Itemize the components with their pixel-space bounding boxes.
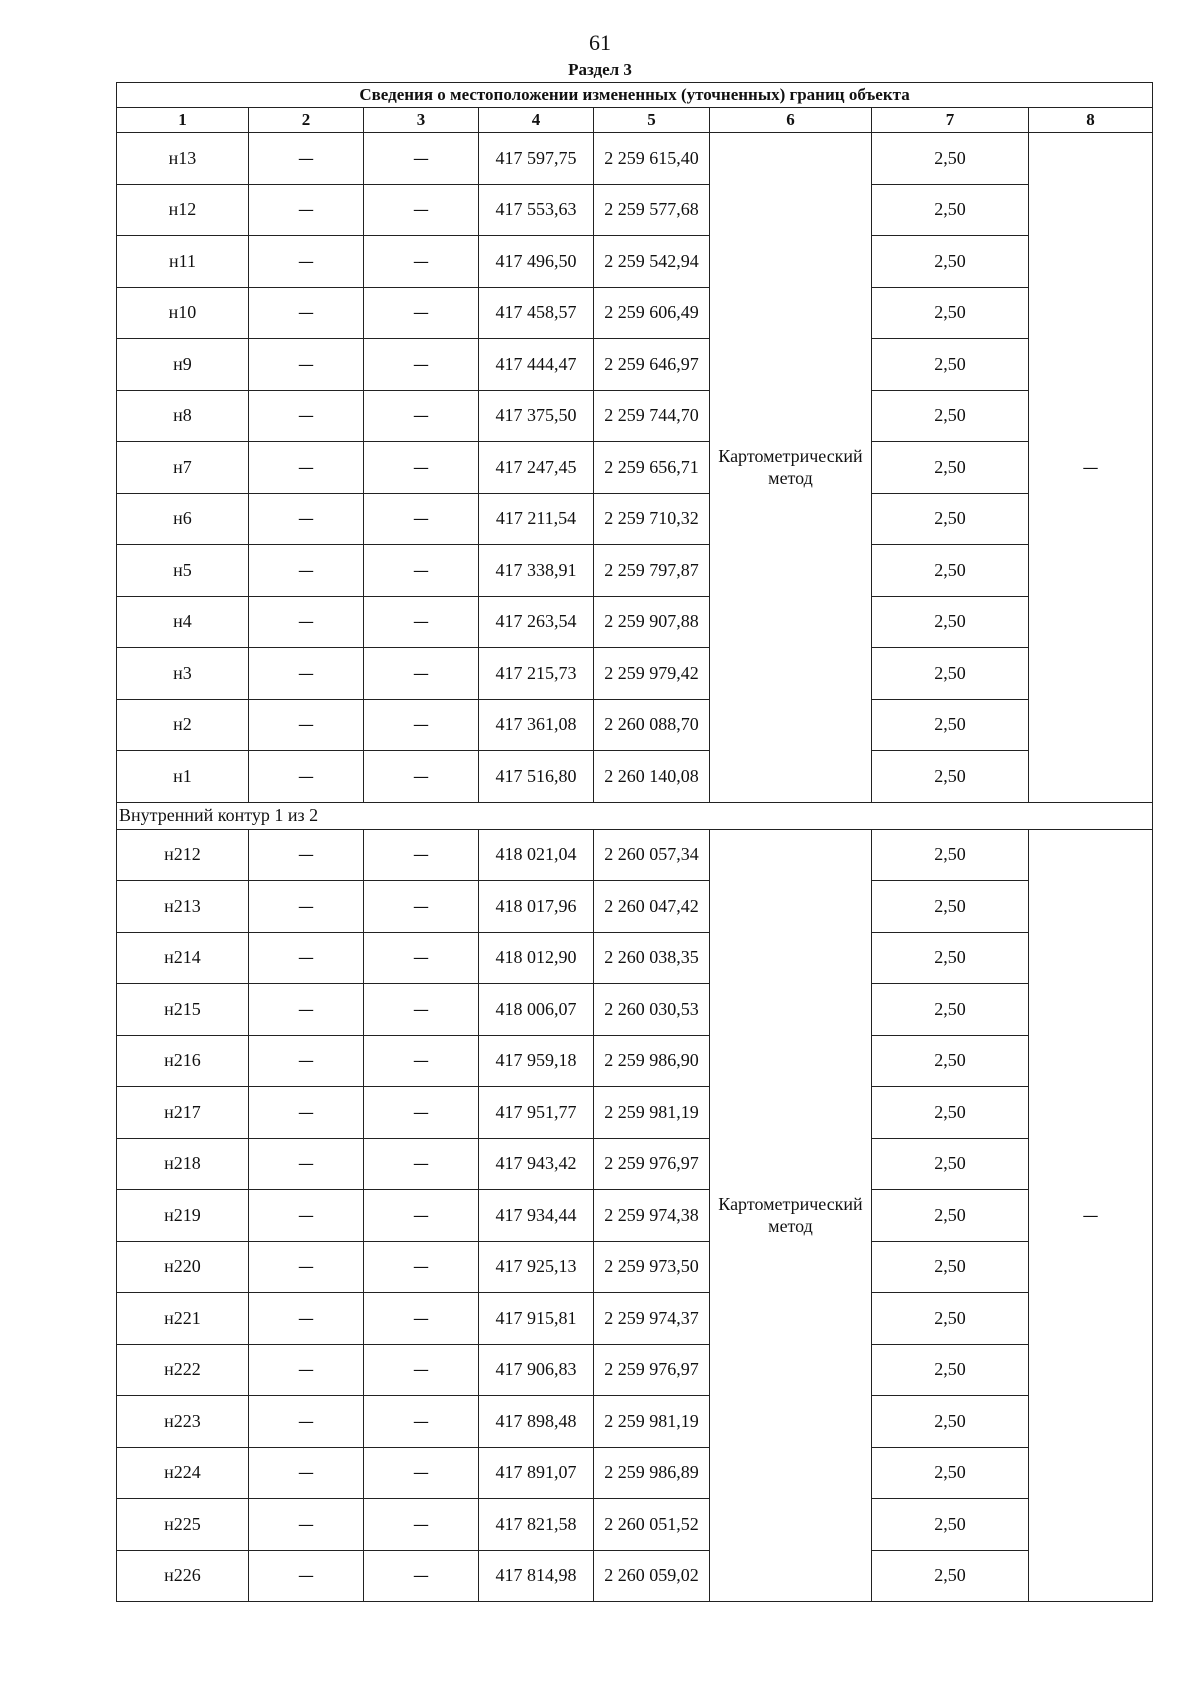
x-coordinate-cell: 417 925,13 [479, 1241, 594, 1293]
x-coordinate-cell: 417 215,73 [479, 648, 594, 700]
point-name-cell: н11 [117, 236, 249, 288]
accuracy-cell: 2,50 [872, 442, 1029, 494]
col8-cell: — [1029, 829, 1153, 1602]
x-coordinate-cell: 417 959,18 [479, 1035, 594, 1087]
col2-cell: — [249, 1087, 364, 1139]
y-coordinate-cell: 2 260 051,52 [594, 1499, 710, 1551]
col3-cell: — [364, 442, 479, 494]
point-name-cell: н6 [117, 493, 249, 545]
accuracy-cell: 2,50 [872, 1550, 1029, 1602]
x-coordinate-cell: 417 516,80 [479, 751, 594, 803]
point-name-cell: н221 [117, 1293, 249, 1345]
point-name-cell: н222 [117, 1344, 249, 1396]
col2-cell: — [249, 442, 364, 494]
accuracy-cell: 2,50 [872, 1344, 1029, 1396]
col3-cell: — [364, 596, 479, 648]
section-title: Раздел 3 [568, 60, 632, 79]
x-coordinate-cell: 417 951,77 [479, 1087, 594, 1139]
x-coordinate-cell: 417 906,83 [479, 1344, 594, 1396]
accuracy-cell: 2,50 [872, 751, 1029, 803]
col3-cell: — [364, 829, 479, 881]
col2-cell: — [249, 751, 364, 803]
x-coordinate-cell: 417 934,44 [479, 1190, 594, 1242]
table-row [117, 390, 1153, 442]
table-row [117, 881, 1153, 933]
table-title: Сведения о местоположении измененных (уточненных) границ объекта [117, 83, 1153, 108]
x-coordinate-cell: 417 211,54 [479, 493, 594, 545]
table-row [117, 1087, 1153, 1139]
accuracy-cell: 2,50 [872, 287, 1029, 339]
accuracy-cell: 2,50 [872, 1241, 1029, 1293]
table-row [117, 751, 1153, 803]
table-row [117, 1190, 1153, 1242]
col3-cell: — [364, 699, 479, 751]
point-name-cell: н215 [117, 984, 249, 1036]
table-row [117, 648, 1153, 700]
x-coordinate-cell: 417 444,47 [479, 339, 594, 391]
table-row [117, 339, 1153, 391]
col3-cell: — [364, 751, 479, 803]
col2-cell: — [249, 493, 364, 545]
contour-label-row [117, 802, 1153, 829]
col2-cell: — [249, 133, 364, 185]
accuracy-cell: 2,50 [872, 184, 1029, 236]
col2-cell: — [249, 287, 364, 339]
y-coordinate-cell: 2 259 973,50 [594, 1241, 710, 1293]
col2-cell: — [249, 881, 364, 933]
col2-cell: — [249, 596, 364, 648]
y-coordinate-cell: 2 259 974,37 [594, 1293, 710, 1345]
col3-cell: — [364, 133, 479, 185]
col2-cell: — [249, 339, 364, 391]
x-coordinate-cell: 417 943,42 [479, 1138, 594, 1190]
y-coordinate-cell: 2 260 030,53 [594, 984, 710, 1036]
point-name-cell: н4 [117, 596, 249, 648]
column-number: 2 [249, 108, 364, 133]
point-name-cell: н220 [117, 1241, 249, 1293]
table-row [117, 596, 1153, 648]
y-coordinate-cell: 2 259 710,32 [594, 493, 710, 545]
point-name-cell: н1 [117, 751, 249, 803]
accuracy-cell: 2,50 [872, 1190, 1029, 1242]
coordinates-table [116, 82, 1153, 1602]
method-cell: Картометрический метод [710, 829, 872, 1602]
method-cell: Картометрический метод [710, 133, 872, 803]
point-name-cell: н12 [117, 184, 249, 236]
point-name-cell: н223 [117, 1396, 249, 1448]
point-name-cell: н214 [117, 932, 249, 984]
accuracy-cell: 2,50 [872, 1396, 1029, 1448]
table-row [117, 984, 1153, 1036]
y-coordinate-cell: 2 259 979,42 [594, 648, 710, 700]
y-coordinate-cell: 2 259 981,19 [594, 1396, 710, 1448]
y-coordinate-cell: 2 260 057,34 [594, 829, 710, 881]
column-number: 6 [710, 108, 872, 133]
col2-cell: — [249, 648, 364, 700]
accuracy-cell: 2,50 [872, 545, 1029, 597]
col3-cell: — [364, 287, 479, 339]
point-name-cell: н9 [117, 339, 249, 391]
y-coordinate-cell: 2 259 615,40 [594, 133, 710, 185]
table-row [117, 287, 1153, 339]
table-row [117, 1550, 1153, 1602]
y-coordinate-cell: 2 259 986,90 [594, 1035, 710, 1087]
col2-cell: — [249, 1499, 364, 1551]
col2-cell: — [249, 1138, 364, 1190]
point-name-cell: н217 [117, 1087, 249, 1139]
point-name-cell: н10 [117, 287, 249, 339]
col2-cell: — [249, 1293, 364, 1345]
accuracy-cell: 2,50 [872, 1138, 1029, 1190]
col2-cell: — [249, 1190, 364, 1242]
table-row [117, 829, 1153, 881]
x-coordinate-cell: 417 915,81 [479, 1293, 594, 1345]
point-name-cell: н212 [117, 829, 249, 881]
col3-cell: — [364, 493, 479, 545]
x-coordinate-cell: 417 458,57 [479, 287, 594, 339]
table-row [117, 1293, 1153, 1345]
col2-cell: — [249, 1344, 364, 1396]
accuracy-cell: 2,50 [872, 339, 1029, 391]
x-coordinate-cell: 418 012,90 [479, 932, 594, 984]
col3-cell: — [364, 984, 479, 1036]
column-number-row [117, 108, 1153, 133]
table-caption-row [117, 83, 1153, 108]
point-name-cell: н8 [117, 390, 249, 442]
x-coordinate-cell: 417 496,50 [479, 236, 594, 288]
contour-label: Внутренний контур 1 из 2 [117, 802, 1153, 829]
point-name-cell: н13 [117, 133, 249, 185]
y-coordinate-cell: 2 260 047,42 [594, 881, 710, 933]
col3-cell: — [364, 1138, 479, 1190]
col3-cell: — [364, 1293, 479, 1345]
point-name-cell: н7 [117, 442, 249, 494]
accuracy-cell: 2,50 [872, 1447, 1029, 1499]
point-name-cell: н226 [117, 1550, 249, 1602]
table-row [117, 699, 1153, 751]
table-row [117, 1138, 1153, 1190]
x-coordinate-cell: 417 553,63 [479, 184, 594, 236]
table-row [117, 1499, 1153, 1551]
x-coordinate-cell: 417 247,45 [479, 442, 594, 494]
accuracy-cell: 2,50 [872, 699, 1029, 751]
col2-cell: — [249, 984, 364, 1036]
col2-cell: — [249, 1550, 364, 1602]
y-coordinate-cell: 2 259 974,38 [594, 1190, 710, 1242]
col2-cell: — [249, 699, 364, 751]
accuracy-cell: 2,50 [872, 648, 1029, 700]
table-row [117, 932, 1153, 984]
col2-cell: — [249, 236, 364, 288]
y-coordinate-cell: 2 259 606,49 [594, 287, 710, 339]
y-coordinate-cell: 2 259 981,19 [594, 1087, 710, 1139]
accuracy-cell: 2,50 [872, 881, 1029, 933]
point-name-cell: н213 [117, 881, 249, 933]
table-row [117, 545, 1153, 597]
x-coordinate-cell: 417 375,50 [479, 390, 594, 442]
y-coordinate-cell: 2 259 646,97 [594, 339, 710, 391]
table-row [117, 184, 1153, 236]
column-number: 4 [479, 108, 594, 133]
y-coordinate-cell: 2 259 577,68 [594, 184, 710, 236]
accuracy-cell: 2,50 [872, 1293, 1029, 1345]
col3-cell: — [364, 1344, 479, 1396]
table-row [117, 1241, 1153, 1293]
col3-cell: — [364, 1550, 479, 1602]
col2-cell: — [249, 184, 364, 236]
point-name-cell: н216 [117, 1035, 249, 1087]
col3-cell: — [364, 390, 479, 442]
y-coordinate-cell: 2 259 744,70 [594, 390, 710, 442]
col2-cell: — [249, 390, 364, 442]
x-coordinate-cell: 417 338,91 [479, 545, 594, 597]
table-row [117, 236, 1153, 288]
col3-cell: — [364, 932, 479, 984]
y-coordinate-cell: 2 259 542,94 [594, 236, 710, 288]
col3-cell: — [364, 236, 479, 288]
column-number: 3 [364, 108, 479, 133]
x-coordinate-cell: 417 898,48 [479, 1396, 594, 1448]
x-coordinate-cell: 417 361,08 [479, 699, 594, 751]
point-name-cell: н219 [117, 1190, 249, 1242]
col3-cell: — [364, 881, 479, 933]
accuracy-cell: 2,50 [872, 829, 1029, 881]
x-coordinate-cell: 417 597,75 [479, 133, 594, 185]
table-row [117, 133, 1153, 185]
col2-cell: — [249, 545, 364, 597]
x-coordinate-cell: 417 821,58 [479, 1499, 594, 1551]
point-name-cell: н2 [117, 699, 249, 751]
accuracy-cell: 2,50 [872, 133, 1029, 185]
col3-cell: — [364, 1396, 479, 1448]
column-number: 5 [594, 108, 710, 133]
y-coordinate-cell: 2 259 656,71 [594, 442, 710, 494]
column-number: 8 [1029, 108, 1153, 133]
y-coordinate-cell: 2 260 088,70 [594, 699, 710, 751]
col3-cell: — [364, 1241, 479, 1293]
x-coordinate-cell: 418 017,96 [479, 881, 594, 933]
accuracy-cell: 2,50 [872, 1087, 1029, 1139]
x-coordinate-cell: 417 891,07 [479, 1447, 594, 1499]
x-coordinate-cell: 418 006,07 [479, 984, 594, 1036]
accuracy-cell: 2,50 [872, 1035, 1029, 1087]
point-name-cell: н3 [117, 648, 249, 700]
point-name-cell: н225 [117, 1499, 249, 1551]
col2-cell: — [249, 1035, 364, 1087]
x-coordinate-cell: 417 263,54 [479, 596, 594, 648]
col3-cell: — [364, 1447, 479, 1499]
accuracy-cell: 2,50 [872, 390, 1029, 442]
accuracy-cell: 2,50 [872, 932, 1029, 984]
accuracy-cell: 2,50 [872, 1499, 1029, 1551]
point-name-cell: н5 [117, 545, 249, 597]
col2-cell: — [249, 829, 364, 881]
col3-cell: — [364, 1087, 479, 1139]
accuracy-cell: 2,50 [872, 596, 1029, 648]
accuracy-cell: 2,50 [872, 236, 1029, 288]
y-coordinate-cell: 2 260 140,08 [594, 751, 710, 803]
accuracy-cell: 2,50 [872, 493, 1029, 545]
y-coordinate-cell: 2 259 976,97 [594, 1344, 710, 1396]
y-coordinate-cell: 2 259 976,97 [594, 1138, 710, 1190]
col3-cell: — [364, 648, 479, 700]
col2-cell: — [249, 1396, 364, 1448]
accuracy-cell: 2,50 [872, 984, 1029, 1036]
table-row [117, 1396, 1153, 1448]
table-row [117, 442, 1153, 494]
y-coordinate-cell: 2 260 059,02 [594, 1550, 710, 1602]
col3-cell: — [364, 1499, 479, 1551]
table-row [117, 1447, 1153, 1499]
col2-cell: — [249, 932, 364, 984]
column-number: 1 [117, 108, 249, 133]
col2-cell: — [249, 1447, 364, 1499]
y-coordinate-cell: 2 259 986,89 [594, 1447, 710, 1499]
col8-cell: — [1029, 133, 1153, 803]
x-coordinate-cell: 418 021,04 [479, 829, 594, 881]
point-name-cell: н218 [117, 1138, 249, 1190]
table-row [117, 493, 1153, 545]
x-coordinate-cell: 417 814,98 [479, 1550, 594, 1602]
table-row [117, 1035, 1153, 1087]
col3-cell: — [364, 184, 479, 236]
point-name-cell: н224 [117, 1447, 249, 1499]
y-coordinate-cell: 2 259 797,87 [594, 545, 710, 597]
y-coordinate-cell: 2 260 038,35 [594, 932, 710, 984]
page-number: 61 [589, 30, 611, 55]
table-body [117, 83, 1153, 1602]
col3-cell: — [364, 339, 479, 391]
col3-cell: — [364, 545, 479, 597]
table-row [117, 1344, 1153, 1396]
column-number: 7 [872, 108, 1029, 133]
y-coordinate-cell: 2 259 907,88 [594, 596, 710, 648]
col3-cell: — [364, 1035, 479, 1087]
col2-cell: — [249, 1241, 364, 1293]
col3-cell: — [364, 1190, 479, 1242]
